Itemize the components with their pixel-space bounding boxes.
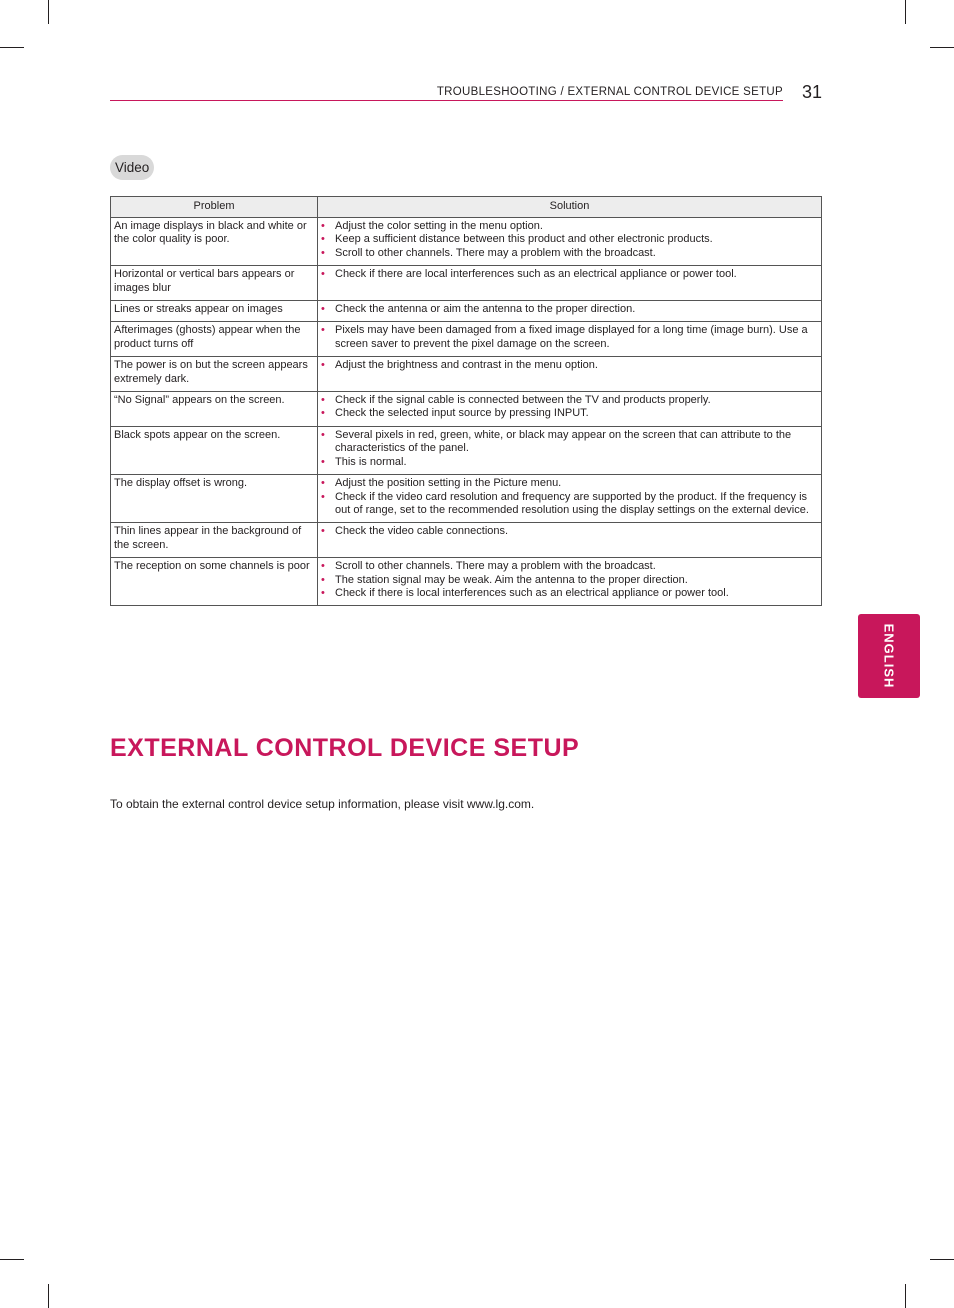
column-header-problem: Problem (111, 197, 318, 218)
column-header-solution: Solution (318, 197, 822, 218)
solution-cell (318, 558, 822, 606)
problem-cell: Afterimages (ghosts) appear when the product turns off (111, 322, 318, 357)
solution-item (321, 268, 818, 281)
solution-list (321, 303, 818, 316)
solution-cell (318, 322, 822, 357)
solution-text: Check if the video card resolution and frequency are supported by the product. If the frequency is out of range, set to the recommended resolution using the display settings on the external device. (335, 490, 809, 516)
problem-cell: The power is on but the screen appears extremely dark. (111, 357, 318, 392)
crop-mark (48, 0, 49, 24)
solution-text: Keep a sufficient distance between this product and other electronic products. (335, 233, 713, 246)
header-rule (110, 100, 783, 101)
table-row (111, 426, 822, 474)
solution-text: Check if there are local interferences such as an electrical appliance or power tool. (335, 268, 737, 281)
troubleshooting-table (110, 196, 822, 606)
table-header-row (111, 197, 822, 218)
bullet-icon: • (321, 525, 325, 538)
solution-item (321, 477, 818, 490)
problem-cell: Horizontal or vertical bars appears or images blur (111, 266, 318, 301)
solution-list (321, 220, 818, 260)
crop-mark (0, 1259, 24, 1260)
bullet-icon: • (321, 573, 325, 586)
solution-item (321, 407, 818, 420)
solution-item (321, 587, 818, 600)
solution-list (321, 525, 818, 538)
solution-text: Scroll to other channels. There may a problem with the broadcast. (335, 246, 656, 259)
language-tab (858, 614, 920, 698)
problem-cell: Black spots appear on the screen. (111, 426, 318, 474)
solution-text: Adjust the color setting in the menu option. (335, 220, 543, 232)
table-row (111, 322, 822, 357)
solution-text: Adjust the brightness and contrast in the menu option. (335, 359, 598, 372)
solution-text: Check the antenna or aim the antenna to the proper direction. (335, 303, 636, 316)
solution-item (321, 525, 818, 538)
solution-text: Adjust the position setting in the Picture menu. (335, 477, 562, 490)
solution-item (321, 394, 818, 407)
bullet-icon: • (321, 233, 325, 246)
solution-text: Check if the signal cable is connected between the TV and products properly. (335, 394, 711, 407)
bullet-icon: • (321, 490, 325, 503)
crop-mark (930, 1259, 954, 1260)
table-row (111, 475, 822, 523)
bullet-icon: • (321, 220, 325, 232)
problem-cell: Lines or streaks appear on images (111, 301, 318, 322)
problem-cell: The reception on some channels is poor (111, 558, 318, 606)
solution-list (321, 560, 818, 600)
problem-cell: Thin lines appear in the background of the screen. (111, 523, 318, 558)
bullet-icon: • (321, 246, 325, 259)
bullet-icon: • (321, 455, 325, 468)
table-row (111, 266, 822, 301)
section-title: EXTERNAL CONTROL DEVICE SETUP (110, 734, 580, 762)
solution-list (321, 359, 818, 372)
table-row (111, 301, 822, 322)
solution-text: Several pixels in red, green, white, or black may appear on the screen that can attribute to the characteristics of the panel. (335, 428, 792, 455)
solution-list (321, 429, 818, 469)
solution-list (321, 324, 818, 351)
bullet-icon: • (321, 428, 325, 441)
language-tab-label: ENGLISH (881, 623, 897, 689)
bullet-icon: • (321, 324, 325, 337)
table-row (111, 558, 822, 606)
solution-cell (318, 218, 822, 266)
solution-cell (318, 357, 822, 392)
bullet-icon: • (321, 560, 325, 573)
solution-cell (318, 266, 822, 301)
problem-cell: The display offset is wrong. (111, 475, 318, 523)
solution-cell (318, 475, 822, 523)
solution-cell (318, 426, 822, 474)
solution-text: Check if there is local interferences such as an electrical appliance or power tool. (335, 586, 729, 599)
solution-item (321, 456, 818, 469)
solution-cell (318, 301, 822, 322)
bullet-icon: • (321, 407, 325, 420)
section-body: To obtain the external control device setup information, please visit www.lg.com. (110, 797, 535, 811)
solution-item (321, 574, 818, 587)
solution-text: Check the video cable connections. (335, 525, 509, 538)
solution-item (321, 247, 818, 260)
solution-item (321, 429, 818, 456)
solution-list (321, 394, 818, 421)
table-row (111, 392, 822, 427)
table-row (111, 218, 822, 266)
solution-item (321, 491, 818, 518)
subsection-label: Video (110, 155, 154, 180)
bullet-icon: • (321, 394, 325, 407)
bullet-icon: • (321, 359, 325, 372)
crop-mark (905, 0, 906, 24)
bullet-icon: • (321, 268, 325, 281)
crop-mark (0, 47, 24, 48)
solution-item (321, 324, 818, 351)
solution-item (321, 220, 818, 233)
crop-mark (930, 47, 954, 48)
problem-cell: “No Signal” appears on the screen. (111, 392, 318, 427)
crop-mark (905, 1284, 906, 1308)
problem-cell: An image displays in black and white or the color quality is poor. (111, 218, 318, 266)
running-header: TROUBLESHOOTING / EXTERNAL CONTROL DEVICE SETUP (436, 86, 783, 98)
solution-item (321, 303, 818, 316)
bullet-icon: • (321, 303, 325, 316)
solution-list (321, 477, 818, 517)
solution-text: Scroll to other channels. There may a problem with the broadcast. (335, 560, 656, 573)
solution-item (321, 359, 818, 372)
bullet-icon: • (321, 586, 325, 599)
page-number: 31 (802, 82, 823, 102)
bullet-icon: • (321, 477, 325, 490)
solution-text: Check the selected input source by pressing INPUT. (335, 407, 589, 420)
solution-list (321, 268, 818, 281)
solution-item (321, 560, 818, 573)
solution-text: Pixels may have been damaged from a fixed image displayed for a long time (image burn). Use a screen saver to prevent the pixel damage on the screen. (335, 324, 808, 350)
solution-text: The station signal may be weak. Aim the antenna to the proper direction. (335, 573, 688, 586)
table-row (111, 523, 822, 558)
table-row (111, 357, 822, 392)
solution-cell (318, 392, 822, 427)
solution-cell (318, 523, 822, 558)
solution-text: This is normal. (335, 455, 407, 468)
solution-item (321, 233, 818, 246)
crop-mark (48, 1284, 49, 1308)
